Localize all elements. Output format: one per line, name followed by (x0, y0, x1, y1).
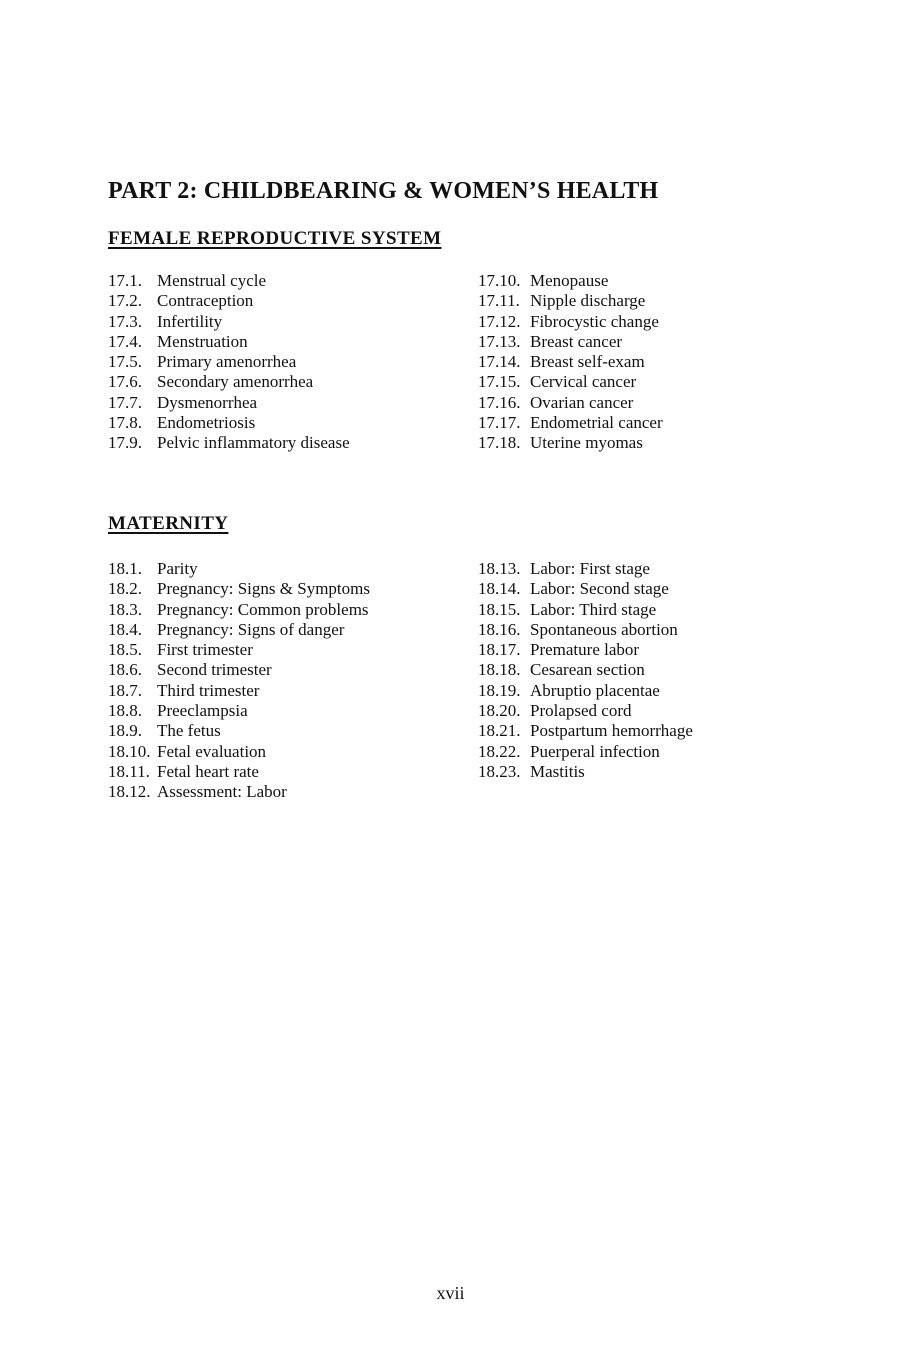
toc-item (108, 782, 478, 802)
toc-columns (108, 559, 693, 803)
toc-item (108, 433, 478, 453)
item-number: 18.21. (478, 721, 521, 741)
item-label: Contraception (157, 291, 254, 311)
item-label: Menstrual cycle (157, 271, 267, 290)
item-label: Premature labor (530, 640, 640, 660)
item-label: Prolapsed cord (530, 701, 632, 721)
item-label: Labor: Second stage (530, 579, 669, 599)
item-number: 18.18. (478, 660, 521, 680)
section-heading: FEMALE REPRODUCTIVE SYSTEM (108, 228, 442, 249)
toc-item (478, 271, 663, 291)
item-number: 18.13. (478, 559, 521, 578)
item-number: 18.22. (478, 741, 521, 761)
item-number: 17.8. (108, 413, 142, 433)
item-number: 17.18. (478, 433, 521, 453)
toc-column-right (478, 559, 693, 803)
item-number: 18.10. (108, 741, 151, 761)
item-label: Abruptio placentae (530, 680, 660, 700)
toc-item (108, 721, 478, 741)
toc-item (108, 640, 478, 660)
item-number: 17.6. (108, 372, 142, 392)
item-label: Menopause (530, 271, 609, 290)
toc-item (478, 620, 693, 640)
item-number: 17.13. (478, 331, 521, 351)
item-label: Endometriosis (157, 413, 256, 433)
toc-item (108, 271, 478, 291)
item-number: 18.5. (108, 640, 142, 660)
toc-item (108, 579, 478, 599)
item-label: Pregnancy: Signs & Symptoms (157, 579, 370, 599)
item-number: 17.17. (478, 413, 521, 433)
toc-item (478, 433, 663, 453)
item-label: Infertility (157, 311, 223, 331)
toc-item (108, 559, 478, 579)
toc-item (478, 413, 663, 433)
item-label: Ovarian cancer (530, 392, 634, 412)
toc-item (478, 640, 693, 660)
item-number: 18.4. (108, 619, 142, 639)
toc-item (108, 660, 478, 680)
toc-item (478, 372, 663, 392)
toc-item (478, 332, 663, 352)
item-number: 18.17. (478, 640, 521, 660)
item-number: 18.14. (478, 579, 521, 599)
item-number: 18.19. (478, 680, 521, 700)
item-number: 18.6. (108, 660, 142, 680)
item-number: 17.7. (108, 392, 142, 412)
item-number: 18.20. (478, 701, 521, 721)
item-label: Labor: First stage (530, 559, 650, 578)
item-label: First trimester (157, 640, 253, 660)
item-number: 18.7. (108, 680, 142, 700)
toc-item (478, 742, 693, 762)
item-number: 18.8. (108, 701, 142, 721)
toc-item (478, 579, 693, 599)
item-label: Breast cancer (530, 331, 623, 351)
item-label: Breast self-exam (530, 352, 645, 372)
item-label: Fetal heart rate (157, 761, 259, 781)
item-label: Cervical cancer (530, 372, 637, 392)
item-label: Third trimester (157, 680, 260, 700)
toc-column-right (478, 271, 663, 454)
toc-item (478, 600, 693, 620)
item-number: 18.3. (108, 599, 142, 619)
item-number: 17.14. (478, 352, 521, 372)
toc-item (108, 372, 478, 392)
toc-column-left (108, 559, 478, 803)
item-label: Pregnancy: Common problems (157, 599, 369, 619)
item-label: Uterine myomas (530, 433, 643, 453)
item-label: Endometrial cancer (530, 413, 663, 433)
item-label: Preeclampsia (157, 701, 248, 721)
item-number: 18.9. (108, 721, 142, 741)
toc-item (108, 352, 478, 372)
toc-item (478, 681, 693, 701)
item-number: 18.15. (478, 599, 521, 619)
toc-column-left (108, 271, 478, 454)
toc-item (478, 762, 693, 782)
item-label: Pelvic inflammatory disease (157, 433, 350, 453)
item-label: Second trimester (157, 660, 272, 680)
toc-item (108, 742, 478, 762)
toc-item (108, 332, 478, 352)
item-label: Assessment: Labor (157, 782, 287, 802)
item-number: 17.9. (108, 433, 142, 453)
toc-item (108, 600, 478, 620)
item-label: Spontaneous abortion (530, 619, 678, 639)
toc-item (478, 312, 663, 332)
item-label: Postpartum hemorrhage (530, 721, 693, 741)
section-female-reproductive-system (108, 227, 663, 454)
toc-item (478, 660, 693, 680)
item-number: 18.2. (108, 579, 142, 599)
item-label: Labor: Third stage (530, 599, 657, 619)
item-number: 17.3. (108, 311, 142, 331)
toc-item (478, 559, 693, 579)
toc-item (478, 721, 693, 741)
item-number: 17.11. (478, 291, 520, 311)
item-number: 17.2. (108, 291, 142, 311)
item-label: Dysmenorrhea (157, 392, 258, 412)
item-label: Puerperal infection (530, 741, 660, 761)
item-label: Parity (157, 559, 198, 578)
toc-item (108, 762, 478, 782)
toc-item (108, 620, 478, 640)
item-number: 17.15. (478, 372, 521, 392)
toc-item (478, 352, 663, 372)
item-label: The fetus (157, 721, 221, 741)
item-label: Mastitis (530, 761, 585, 781)
item-label: Primary amenorrhea (157, 352, 297, 372)
item-label: Menstruation (157, 331, 248, 351)
item-number: 17.1. (108, 271, 142, 290)
section-maternity (108, 512, 693, 803)
item-label: Pregnancy: Signs of danger (157, 619, 345, 639)
item-number: 17.12. (478, 311, 521, 331)
toc-item (108, 701, 478, 721)
toc-item (478, 701, 693, 721)
toc-item (108, 312, 478, 332)
toc-item (108, 413, 478, 433)
toc-item (108, 393, 478, 413)
item-number: 18.16. (478, 619, 521, 639)
item-label: Fibrocystic change (530, 311, 659, 331)
toc-item (478, 393, 663, 413)
toc-item (478, 291, 663, 311)
item-label: Nipple discharge (530, 291, 646, 311)
toc-item (108, 291, 478, 311)
item-number: 17.4. (108, 331, 142, 351)
item-number: 18.1. (108, 559, 142, 578)
item-number: 17.16. (478, 392, 521, 412)
item-label: Cesarean section (530, 660, 645, 680)
item-label: Fetal evaluation (157, 741, 267, 761)
item-number: 18.11. (108, 761, 150, 781)
toc-item (108, 681, 478, 701)
toc-columns (108, 271, 663, 454)
item-number: 18.23. (478, 761, 521, 781)
item-label: Secondary amenorrhea (157, 372, 314, 392)
part-title: PART 2: CHILDBEARING & WOMEN’S HEALTH (108, 178, 659, 204)
item-number: 18.12. (108, 782, 151, 802)
item-number: 17.5. (108, 352, 142, 372)
item-number: 17.10. (478, 271, 521, 290)
page-number: xvii (436, 1283, 465, 1303)
section-heading: MATERNITY (108, 513, 229, 534)
